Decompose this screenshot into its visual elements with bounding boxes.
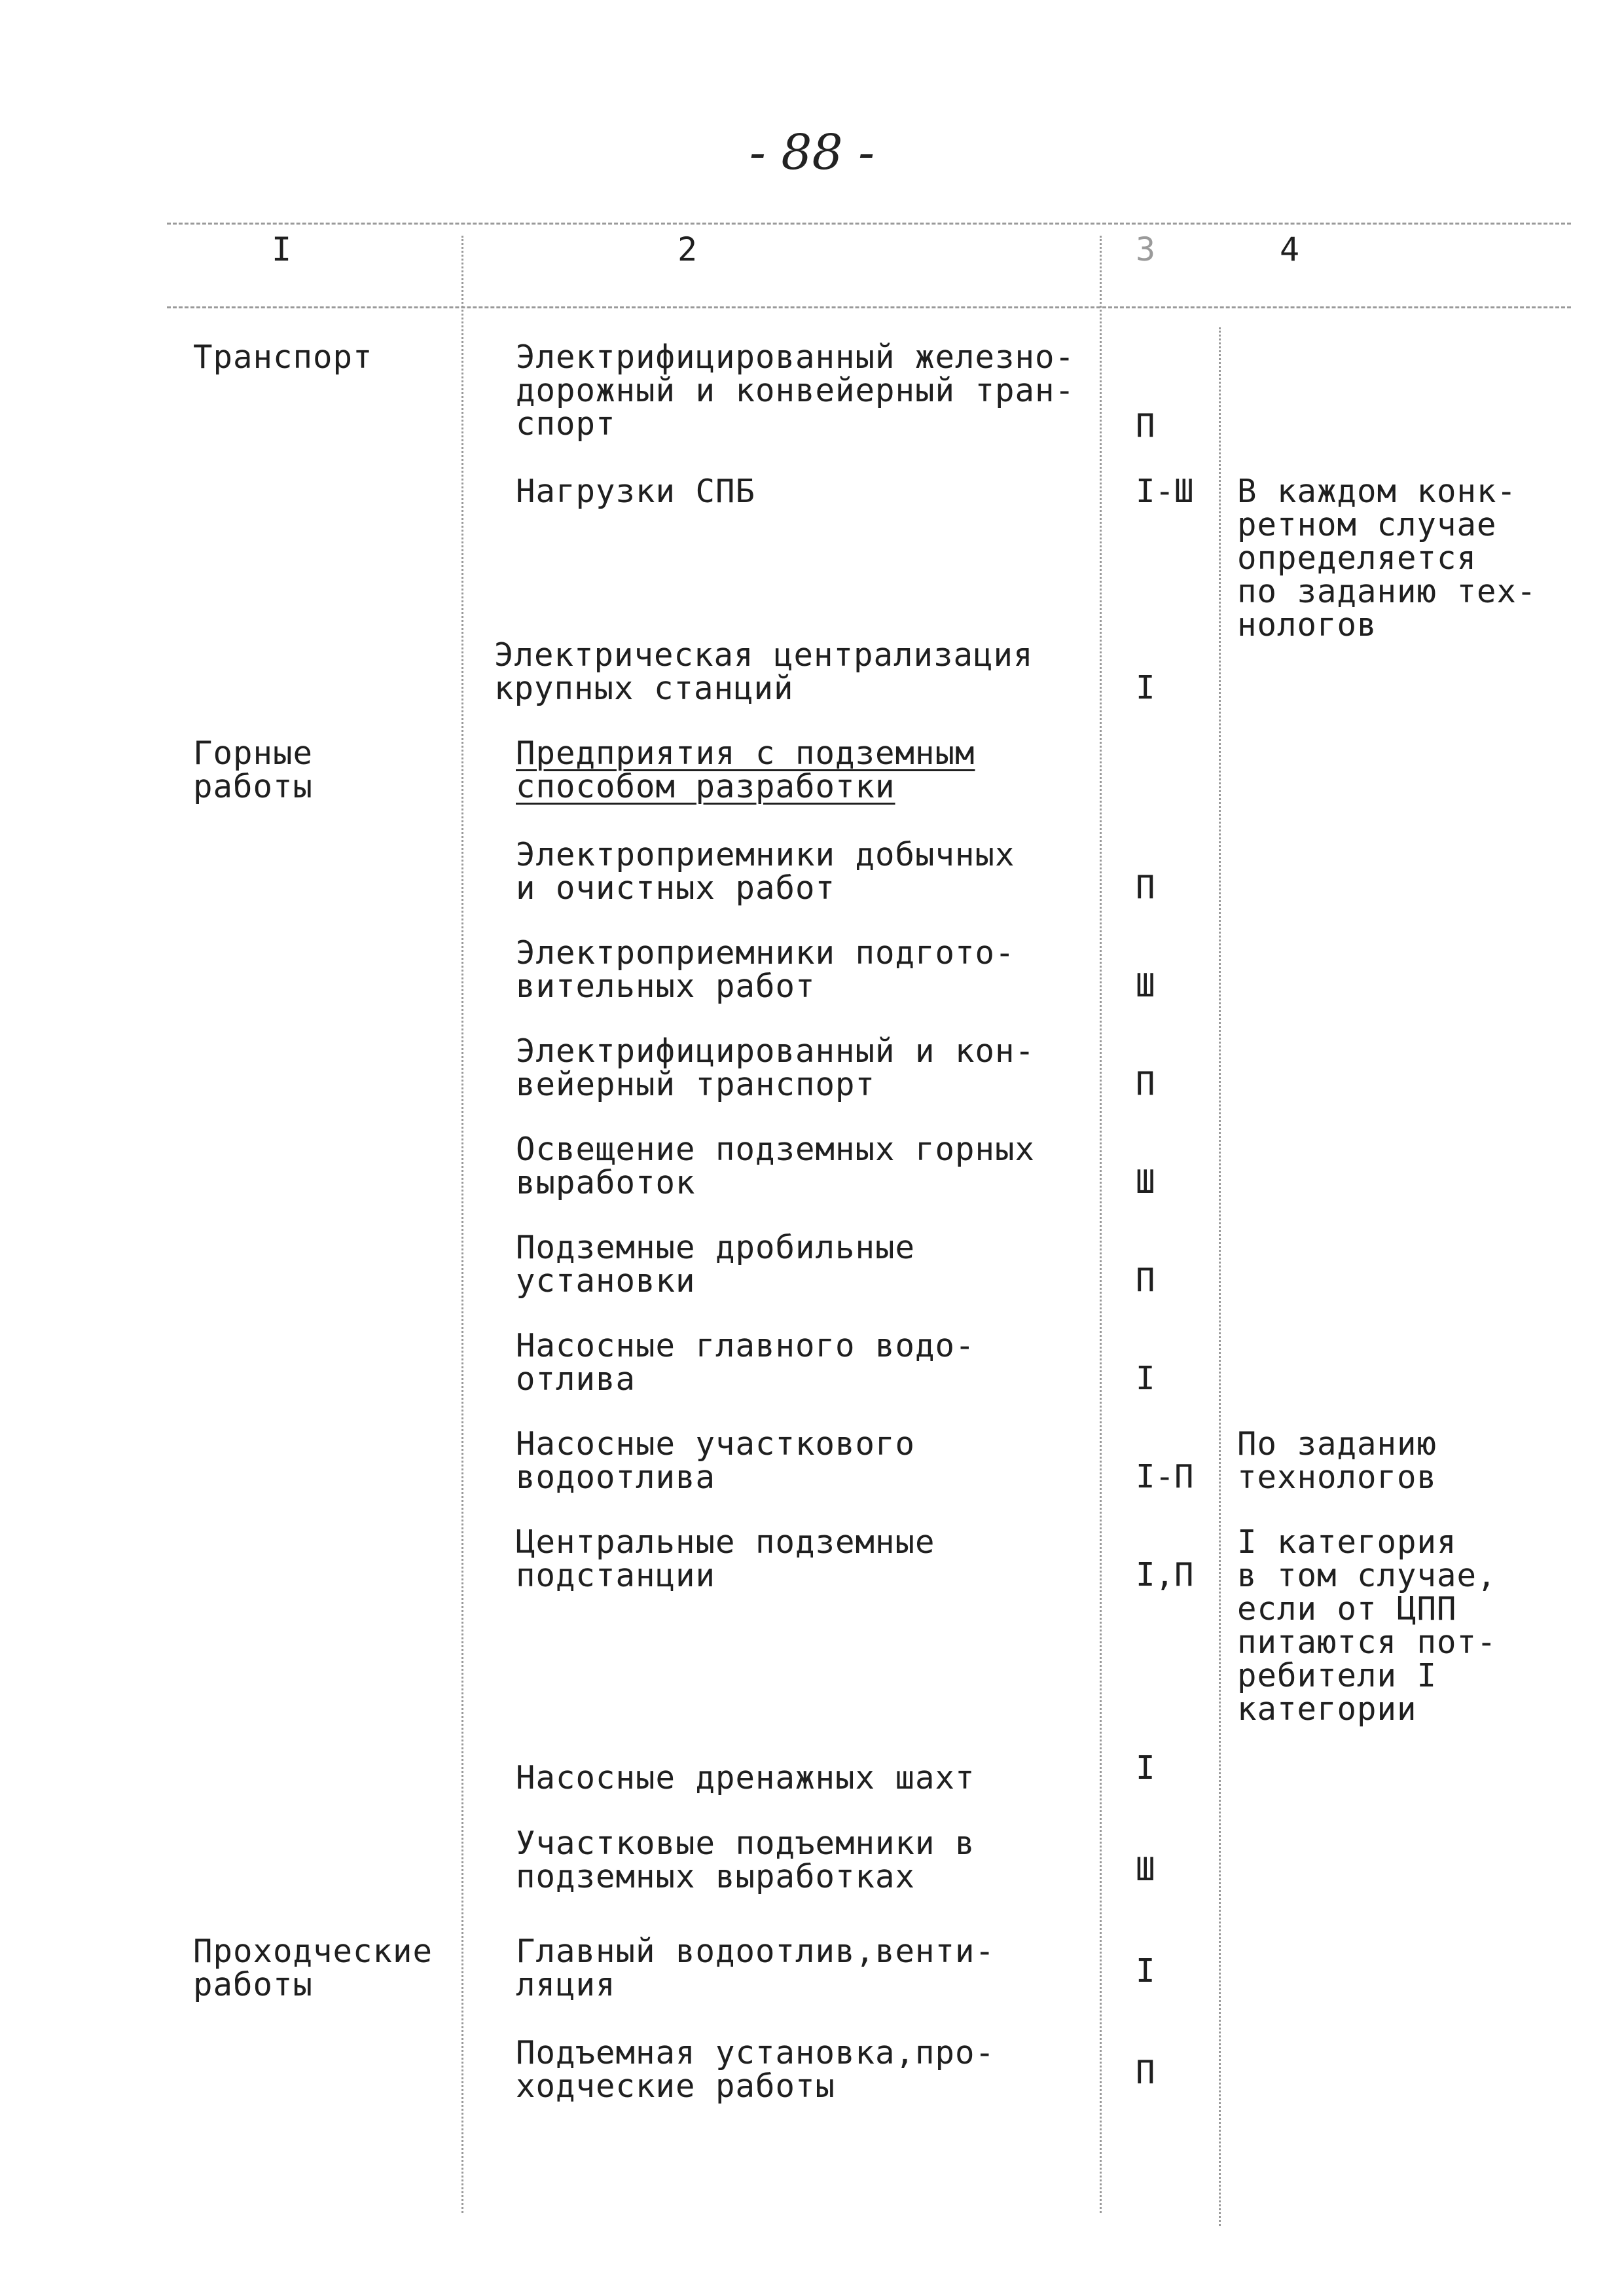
row-description: Электроприемники добычных и очистных работ [516,836,1015,907]
row-category: Ш [1136,1163,1155,1201]
column-divider-2 [1100,236,1102,2213]
row-description: Насосные дренажных шахт [516,1759,975,1796]
row-category: Ш [1136,1851,1155,1888]
row-category: П [1136,1065,1155,1102]
row-note: В каждом конк- ретном случае определяется по заданию тех- нологов [1237,473,1537,644]
row-description: Главный водоотлив,венти- ляция [516,1933,996,2003]
row-category: П [1136,2054,1155,2091]
row-description: Насосные главного водо- отлива [516,1327,975,1398]
row-category: I [1136,1749,1155,1787]
page-number: - 88 - [749,124,875,181]
row-description: Подъемная установка,про- ходческие работы [516,2034,996,2105]
row-description: Участковые подъемники в подземных выработках [516,1825,975,1895]
header-bottom-rule [167,306,1571,308]
row-description: Центральные подземные подстанции [516,1523,935,1594]
row-description: Нагрузки СПБ [516,473,756,510]
row-category: Ш [1136,967,1155,1004]
column-header-1: I [271,230,292,268]
column-header-3: 3 [1135,230,1156,268]
column-header-2: 2 [677,230,698,268]
table-top-rule [167,223,1571,225]
row-note: По заданию технологов [1237,1425,1437,1496]
row-description: Электрифицированный и кон- вейерный транспорт [516,1032,1036,1103]
row-description: Освещение подземных горных выработок [516,1131,1036,1201]
section-label: Транспорт [193,338,373,376]
row-category: I [1136,669,1155,706]
row-description: Электрическая централизация крупных станций [494,636,1034,707]
row-category: П [1136,407,1155,445]
section-label: Проходческие работы [193,1933,433,2003]
row-category: I [1136,1360,1155,1397]
row-category: П [1136,1262,1155,1299]
row-category: I-П [1136,1458,1194,1495]
column-divider-3 [1219,327,1221,2226]
row-description: Электрифицированный железно- дорожный и конвейерный тран- спорт [516,338,1075,443]
column-divider-1 [461,236,463,2213]
column-header-4: 4 [1279,230,1300,268]
row-category: I [1136,1952,1155,1990]
section-label: Горные работы [193,735,314,805]
row-note: I категория в том случае, если от ЦПП питаются пот- ребители I категории [1237,1523,1497,1728]
row-category: П [1136,869,1155,906]
row-description: Насосные участкового водоотлива [516,1425,916,1496]
row-category: I,П [1136,1556,1194,1594]
row-description: Предприятия с подземным способом разработки [516,735,975,805]
row-category: I-Ш [1136,473,1194,510]
row-description: Электроприемники подгото- вительных работ [516,934,1015,1005]
row-description: Подземные дробильные установки [516,1229,916,1300]
